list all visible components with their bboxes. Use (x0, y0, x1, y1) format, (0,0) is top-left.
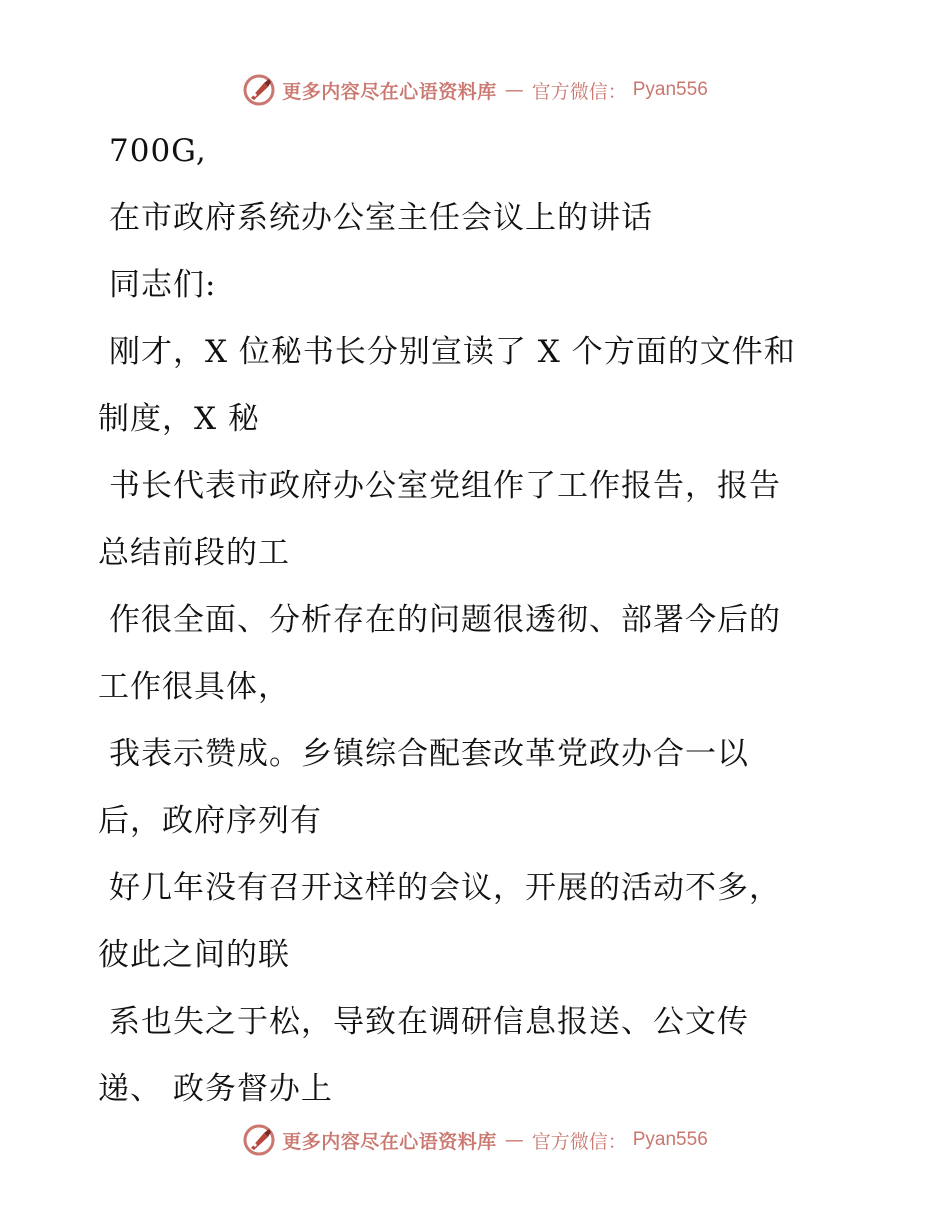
document-title: 在市政府系统办公室主任会议上的讲话 (109, 200, 653, 236)
watermark-header (0, 70, 950, 110)
watermark-separator: — (504, 1129, 524, 1151)
salutation: 同志们: (109, 267, 217, 303)
text-line: 我表示赞成。乡镇综合配套改革党政办合一以 (109, 736, 749, 772)
pen-nib-logo-icon (242, 1123, 276, 1157)
text-line: 彼此之间的联 (98, 937, 290, 973)
text-line: 刚才，X 位秘书长分别宣读了 X 个方面的文件和 (109, 334, 796, 370)
text-line: 制度，X 秘 (98, 401, 260, 437)
document-body (98, 118, 868, 1123)
text-line: 总结前段的工 (98, 535, 290, 571)
watermark-wechat-id: Pyan556 (632, 1129, 708, 1150)
pen-nib-logo-icon (242, 73, 276, 107)
text-line: 后，政府序列有 (98, 803, 322, 839)
text-line: 系也失之于松，导致在调研信息报送、公文传 (109, 1004, 749, 1040)
watermark-wechat-id: Pyan556 (632, 79, 708, 100)
text-line: 工作很具体， (98, 669, 290, 705)
watermark-wechat-label: 官方微信： (531, 80, 627, 103)
watermark-brand-text: 更多内容尽在心语资料库 (282, 80, 497, 103)
watermark-wechat-label: 官方微信： (531, 1130, 627, 1153)
watermark-footer (0, 1120, 950, 1160)
text-line: 好几年没有召开这样的会议，开展的活动不多， (109, 870, 781, 906)
watermark-separator: — (504, 79, 524, 101)
text-line: 作很全面、分析存在的问题很透彻、部署今后的 (109, 602, 781, 638)
text-line: 700G, (109, 133, 207, 169)
watermark-brand-text: 更多内容尽在心语资料库 (282, 1130, 497, 1153)
text-line: 递、 政务督办上 (98, 1071, 333, 1107)
text-line: 书长代表市政府办公室党组作了工作报告，报告 (109, 468, 781, 504)
